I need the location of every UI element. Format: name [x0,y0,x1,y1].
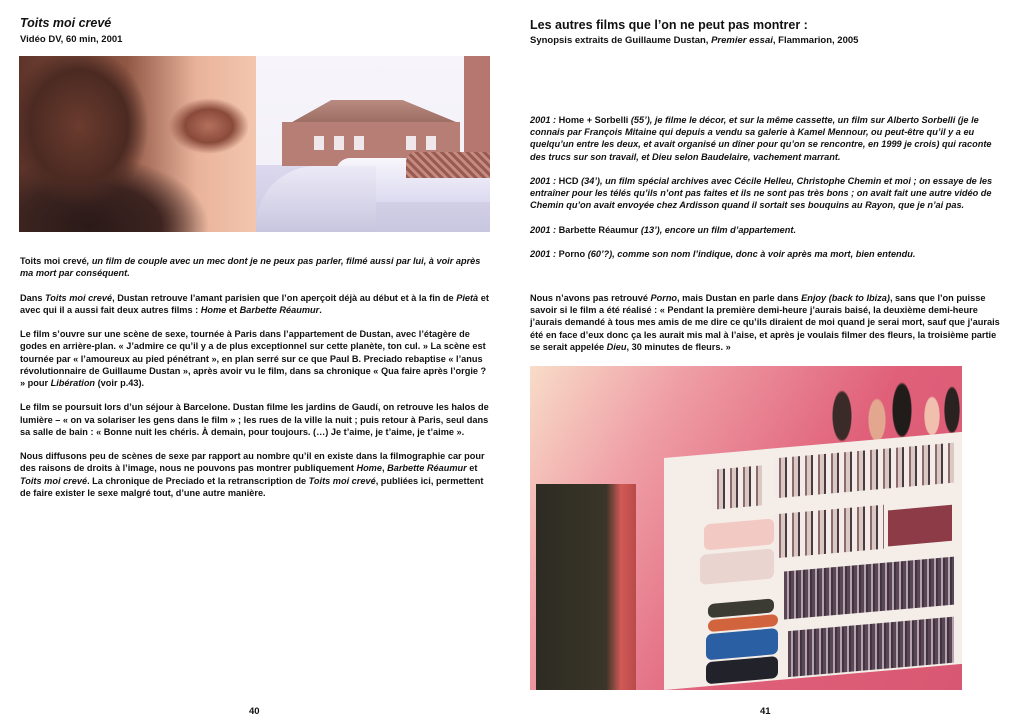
text-segment: , publiées ici, permettent de faire exister le sexe malgré tout, d’une autre manière. [20,475,484,498]
italic-text: Pietà [456,292,479,303]
synopsis-entry [530,248,1000,260]
italic-text: Home [200,304,227,315]
park-window [426,136,436,150]
italic-text: Barbette Réaumur [239,304,320,315]
page-number: 41 [760,706,771,717]
text-segment: . La chronique de Preciado et la retranscription de [87,475,309,486]
park-window [334,136,344,150]
paragraph [20,292,490,316]
italic-text: (55’), je filme le décor, et sur la même cassette, un film sur Alberto Sorbelli (je le connais par François Mitaine qui depuis a vendu sa galerie à Kamel Mennour, ou peut-être qu’il y a eu quelqu’un entre les deux, et avait organisé un dîner pour qu’on se rencontre, en 1999 je crois) qui raconte des trucs sur son travail, et Dieu selon Baudelaire, vachement marrant. [530,115,992,162]
synopses [530,114,1000,273]
text-segment: et [226,304,240,315]
italic-text: 2001 : [530,176,559,186]
text-segment: et avec qui il a aussi fait deux autres films : [20,292,489,315]
paragraph [530,292,1000,353]
film-subtitle: Vidéo DV, 60 min, 2001 [20,34,123,45]
right-body [530,292,1000,365]
park-ledge [256,166,376,232]
italic-text: 2001 : [530,224,559,235]
italic-text: (13’), encore un film d’appartement. [640,224,797,235]
books-row [774,443,954,499]
paragraph [20,450,490,499]
italic-text: Libération [50,378,96,388]
text-segment: Synopsis extraits de Guillaume Dustan, [530,35,712,46]
italic-text: , un film de couple avec un mec dont je ne peux pas parler, filmé aussi par lui, à voir après ma mort par conséquent. [20,256,481,279]
text-segment: Home + Sorbelli [558,115,631,125]
section-subtitle [530,35,858,47]
text-segment: Barbette Réaumur [558,224,641,235]
books-row [712,465,762,509]
bookshelf [664,432,962,690]
folded-linens [704,518,774,550]
italic-text: Enjoy (back to Ibiza) [801,293,890,303]
park-window [314,136,324,150]
vhs-row [774,505,884,559]
park-window [406,136,416,150]
italic-text: Porno [650,293,678,303]
text-segment: Nous diffusons peu de scènes de sexe par rapport au nombre qu’il en existe dans la filmographie car pour des raisons de droits à l’image, nous ne pouvons pas montrer publiquement [20,451,485,474]
text-segment: . [319,304,322,315]
park-mosaic [406,152,490,178]
red-box [888,505,952,547]
still-bookshelf-image [530,366,962,690]
text-segment: Toits moi crevé [20,256,87,266]
folded-linens [700,548,774,584]
left-body [20,255,490,511]
text-segment: , mais Dustan en parle dans [677,293,802,303]
synopsis-entry [530,175,1000,212]
text-segment: (voir p.43). [95,378,145,388]
italic-text: 2001 : [530,249,559,260]
park-tower [464,56,490,166]
park-window [354,136,364,150]
still-park-guell-image [256,56,490,232]
text-segment: , 30 minutes de fleurs. » [626,341,731,352]
italic-text: Toits moi crevé [45,292,113,303]
italic-text: Dieu [606,341,627,352]
text-segment: Dans [20,292,46,303]
section-title: Les autres films que l’on ne peut pas montrer : [530,18,808,32]
italic-text: Barbette Réaumur [387,463,467,474]
doorway [536,484,636,690]
folded-clothes [706,656,778,684]
still-couple-image [19,56,256,232]
italic-text: (60’?), comme son nom l’indique, donc à voir après ma mort, bien entendu. [587,249,916,260]
film-title: Toits moi crevé [20,16,112,30]
synopsis-entry [530,114,1000,163]
synopsis-entry [530,224,1000,236]
italic-text: Home [356,463,382,474]
italic-text: Toits moi crevé [308,475,376,486]
italic-text: (34’), un film spécial archives avec Cécile Helleu, Christophe Chemin et moi ; on essaye de les entraîner pour les télés qu’ils n’ont pas faites et ils ne sont pas très bons ; on avait fait une autre vidéo de Chemin qu’on avait envoyée chez Ardisson quand il sortait ses bouquins au Rayon, que je n’ai pas. [530,176,993,211]
text-segment: et [466,463,478,474]
italic-text: Toits moi crevé [20,475,88,486]
text-segment: HCD [558,176,582,186]
park-roof [278,100,456,122]
folded-clothes [706,628,778,660]
text-segment: Le film s’ouvre sur une scène de sexe, tournée à Paris dans l’appartement de Dustan, avec l’étagère de godes en arrière-plan. « J’admire ce qu’il y a de plus exceptionnel sur cette planète, ton cul. » La scène est tournée par « l’amoureux au pied pénétrant », en plan serré sur ce que Paul B. Preciado rebaptise « l’anus révolutionnaire de Guillaume Dustan », après avoir vu le film, dans sa chronique « Qua faire après l’orgie ? » pour [20,329,487,388]
page-number: 40 [249,706,260,717]
italic-text: 2001 : [530,115,559,125]
text-segment: , Flammarion, 2005 [772,35,859,46]
text-segment: , sans que l’on puisse savoir si le film a été réalisé : « Pendant la première demi-heure j’aurais baisé, la deuxième demi-heure j’aurais demandé à tous mes amis de me dire ce qu’ils diraient de moi quand je serai mort, sauf que j’aurais été en face d’eux donc ça les aurait mis mal à l’aise, et après je voulais filmer des fleurs, la troisième partie se serait appelée [530,293,1000,352]
text-segment: , [381,463,388,474]
cd-row [784,557,954,620]
paragraph [20,401,490,438]
italic-text: Premier essai [711,35,773,46]
paragraph [20,255,490,279]
text-segment: , Dustan retrouve l’amant parisien que l’on aperçoit déjà au début et à la fin de [112,292,457,303]
text-segment: Porno [558,249,588,260]
cd-row [788,617,954,678]
paragraph [20,328,490,389]
text-segment: Le film se poursuit lors d’un séjour à Barcelone. Dustan filme les jardins de Gaudí, on retrouve les halos de lumière – « on va solariser les gens dans le film » ; les rues de la ville la nuit ; puis retour à Paris, seul dans sa salle de bain : « Bonne nuit les chéris. À demain, pour toujours. (…) Je t’aime, je t’aime, je t’aime ». [20,402,489,437]
text-segment: Nous n’avons pas retrouvé [530,293,651,303]
